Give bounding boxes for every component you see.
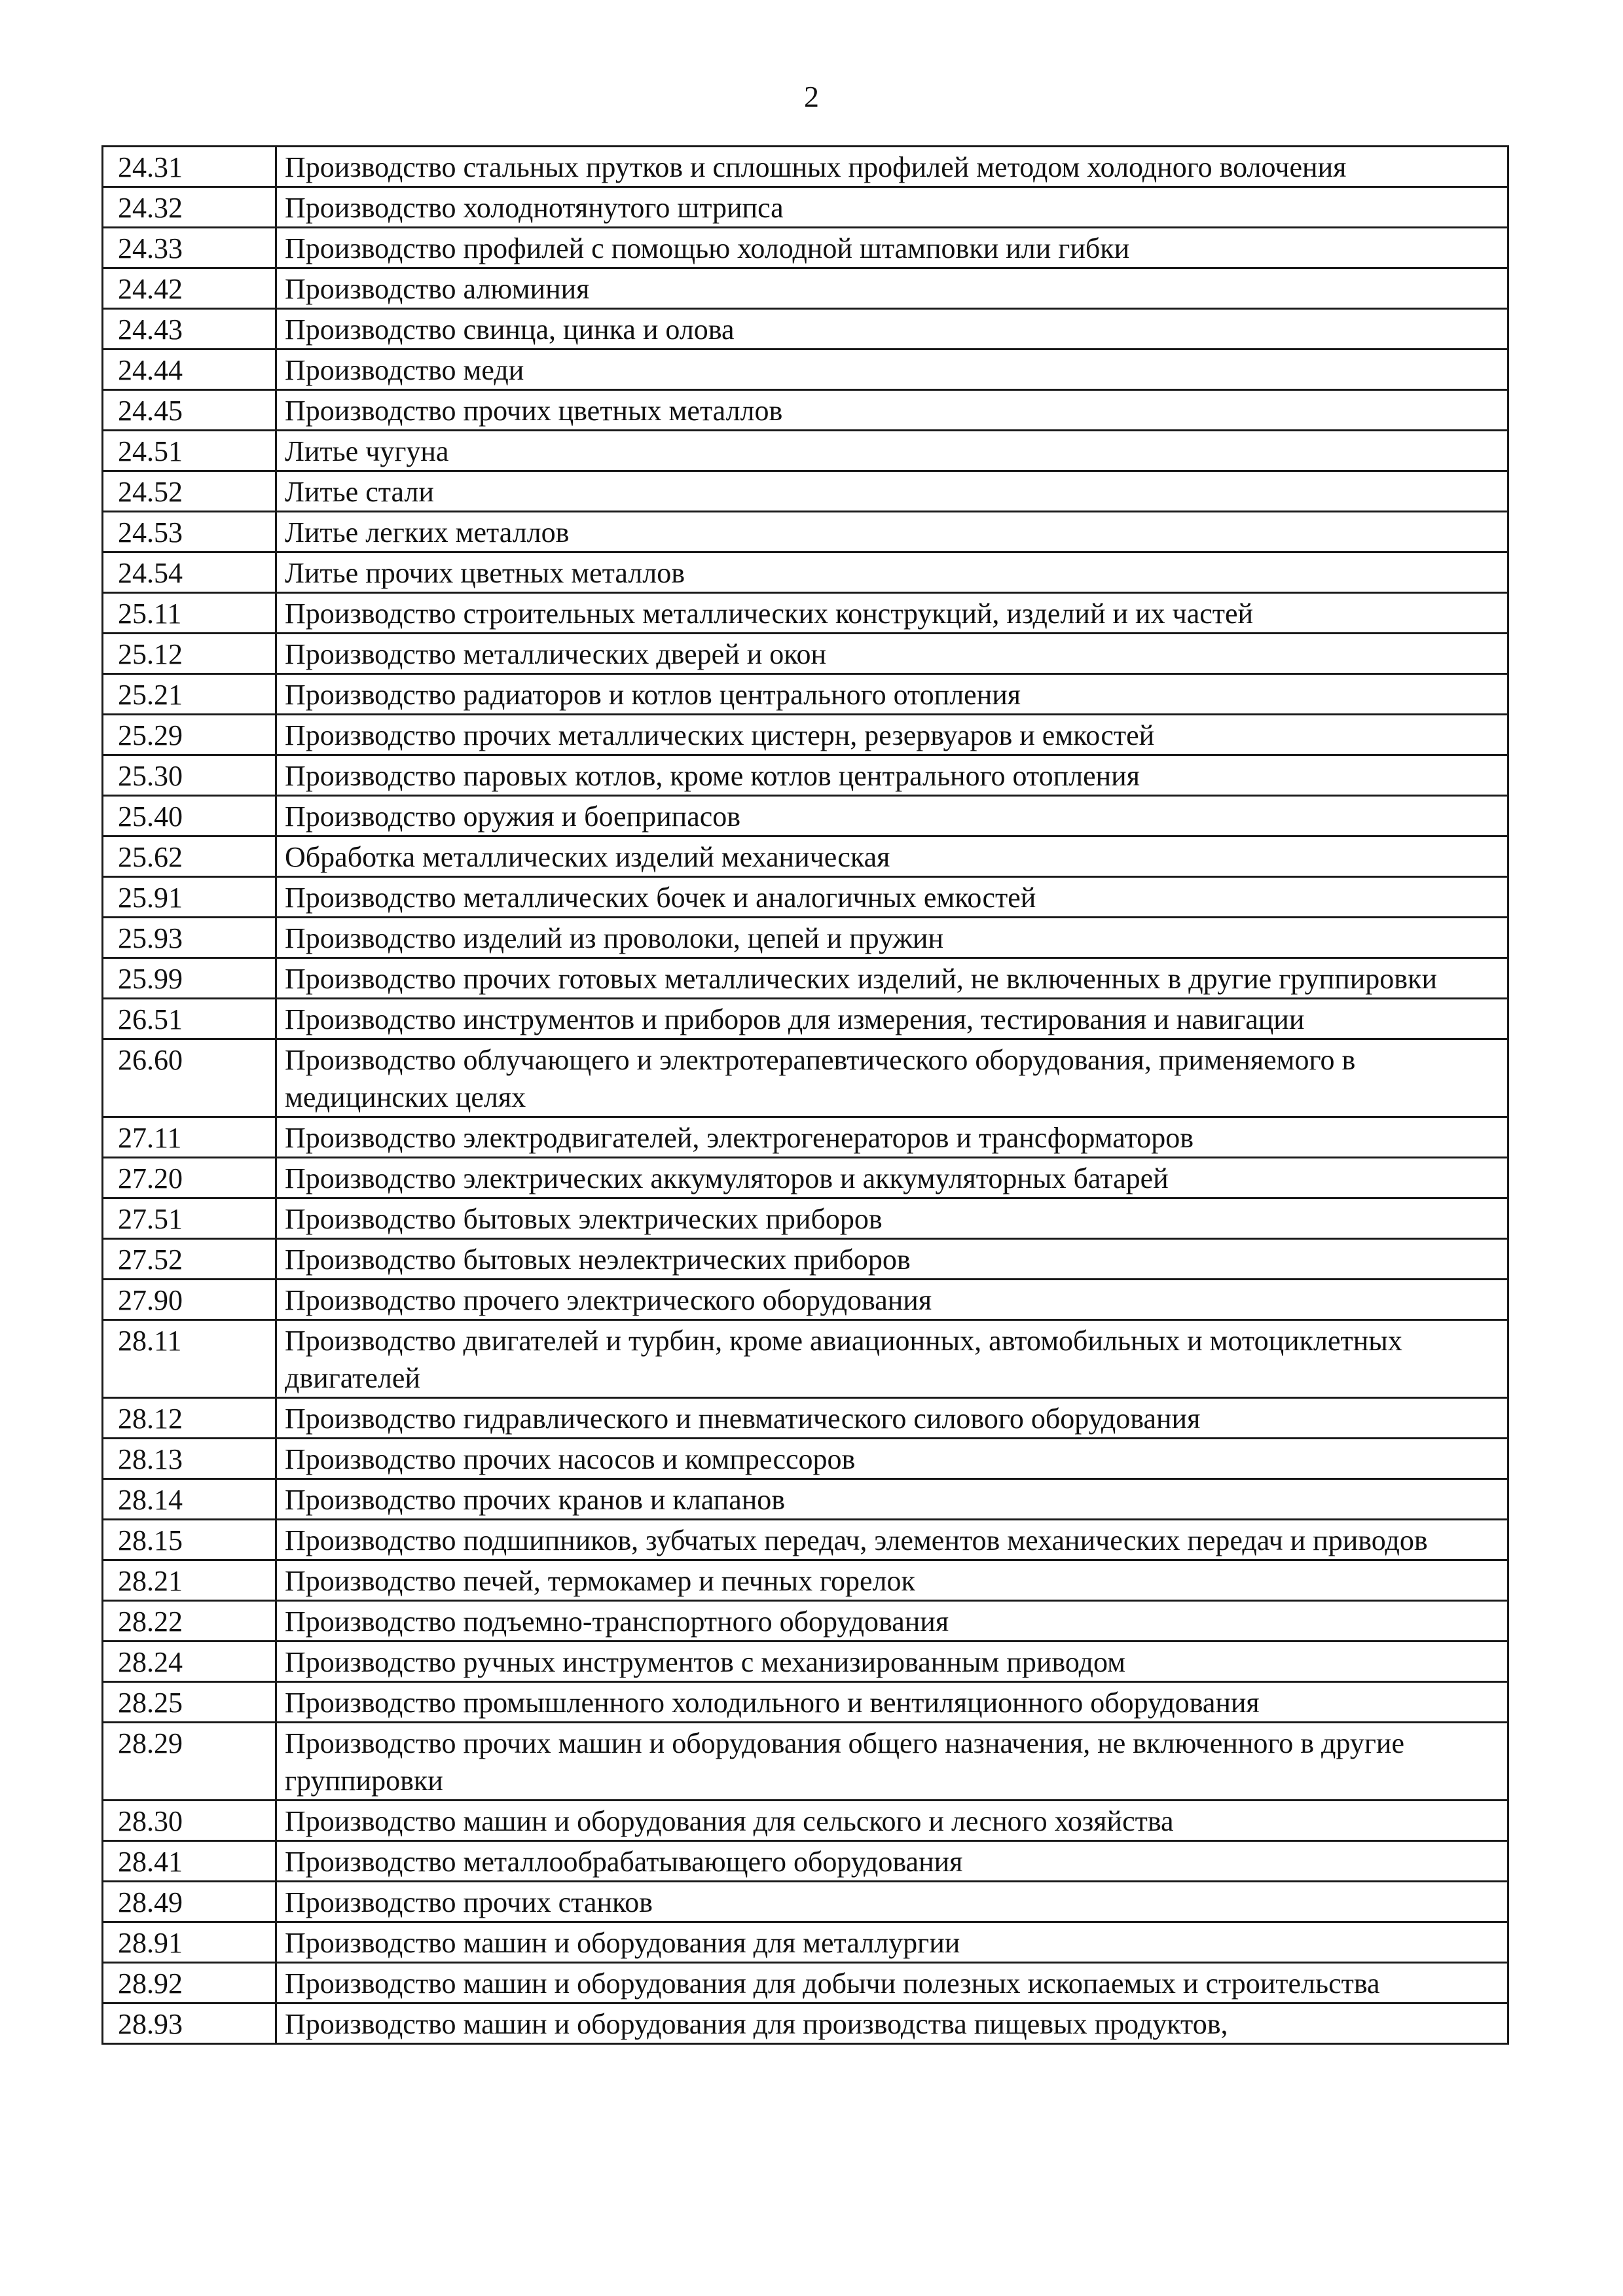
activity-name: Производство радиаторов и котлов центрального отопления [276, 674, 1508, 715]
activity-name: Производство прочих насосов и компрессоров [276, 1439, 1508, 1479]
activity-name: Производство промышленного холодильного и вентиляционного оборудования [276, 1682, 1508, 1723]
activity-name: Производство строительных металлических конструкций, изделий и их частей [276, 593, 1508, 634]
activity-code: 28.29 [103, 1723, 276, 1801]
activity-name: Производство металлических дверей и окон [276, 634, 1508, 674]
activity-code: 28.92 [103, 1963, 276, 2003]
table-row [103, 1479, 1508, 1520]
activity-code: 27.51 [103, 1198, 276, 1239]
activity-code: 26.51 [103, 999, 276, 1039]
activity-name: Производство прочих металлических цистерн, резервуаров и емкостей [276, 715, 1508, 755]
table-row [103, 2003, 1508, 2044]
table-row [103, 999, 1508, 1039]
activity-name: Производство облучающего и электротерапевтического оборудования, применяемого в медицинских целях [276, 1039, 1508, 1117]
activity-name: Производство металлообрабатывающего оборудования [276, 1841, 1508, 1882]
activity-code: 28.49 [103, 1882, 276, 1922]
table-row [103, 958, 1508, 999]
table-row [103, 1682, 1508, 1723]
table-row [103, 1841, 1508, 1882]
activity-code: 28.11 [103, 1320, 276, 1398]
activity-name: Производство свинца, цинка и олова [276, 309, 1508, 350]
activity-code: 24.32 [103, 187, 276, 228]
activity-name: Производство электрических аккумуляторов и аккумуляторных батарей [276, 1158, 1508, 1198]
activity-code: 28.13 [103, 1439, 276, 1479]
activity-code: 25.62 [103, 836, 276, 877]
activity-code: 28.22 [103, 1601, 276, 1641]
activity-name: Производство меди [276, 350, 1508, 390]
activity-name: Производство подшипников, зубчатых передач, элементов механических передач и приводов [276, 1520, 1508, 1560]
okved-table-body [103, 147, 1508, 2044]
activity-name: Производство оружия и боеприпасов [276, 796, 1508, 836]
activity-name: Литье прочих цветных металлов [276, 552, 1508, 593]
activity-name: Производство бытовых электрических приборов [276, 1198, 1508, 1239]
table-row [103, 715, 1508, 755]
activity-name: Производство прочих кранов и клапанов [276, 1479, 1508, 1520]
activity-code: 26.60 [103, 1039, 276, 1117]
activity-name: Производство прочих цветных металлов [276, 390, 1508, 431]
activity-code: 24.44 [103, 350, 276, 390]
table-row [103, 1439, 1508, 1479]
table-row [103, 390, 1508, 431]
activity-code: 27.11 [103, 1117, 276, 1158]
table-row [103, 1601, 1508, 1641]
activity-name: Литье стали [276, 471, 1508, 512]
table-row [103, 1280, 1508, 1320]
activity-code: 27.90 [103, 1280, 276, 1320]
activity-name: Литье чугуна [276, 431, 1508, 471]
table-row [103, 350, 1508, 390]
table-row [103, 552, 1508, 593]
activity-name: Производство металлических бочек и аналогичных емкостей [276, 877, 1508, 918]
table-row [103, 796, 1508, 836]
activity-code: 28.24 [103, 1641, 276, 1682]
activity-name: Производство алюминия [276, 268, 1508, 309]
activity-code: 28.41 [103, 1841, 276, 1882]
activity-code: 25.12 [103, 634, 276, 674]
table-row [103, 1117, 1508, 1158]
okved-table [101, 145, 1509, 2045]
table-row [103, 431, 1508, 471]
activity-name: Производство прочих машин и оборудования общего назначения, не включенного в другие группировки [276, 1723, 1508, 1801]
activity-code: 24.43 [103, 309, 276, 350]
table-row [103, 1922, 1508, 1963]
table-row [103, 593, 1508, 634]
activity-code: 28.15 [103, 1520, 276, 1560]
activity-name: Производство машин и оборудования для производства пищевых продуктов, [276, 2003, 1508, 2044]
activity-code: 24.51 [103, 431, 276, 471]
activity-code: 25.29 [103, 715, 276, 755]
activity-name: Производство электродвигателей, электрогенераторов и трансформаторов [276, 1117, 1508, 1158]
table-row [103, 1520, 1508, 1560]
table-row [103, 147, 1508, 187]
activity-name: Производство ручных инструментов с механизированным приводом [276, 1641, 1508, 1682]
activity-code: 28.30 [103, 1801, 276, 1841]
table-row [103, 1320, 1508, 1398]
activity-name: Производство инструментов и приборов для измерения, тестирования и навигации [276, 999, 1508, 1039]
table-row [103, 877, 1508, 918]
activity-name: Производство машин и оборудования для сельского и лесного хозяйства [276, 1801, 1508, 1841]
activity-name: Производство паровых котлов, кроме котлов центрального отопления [276, 755, 1508, 796]
activity-name: Обработка металлических изделий механическая [276, 836, 1508, 877]
table-row [103, 1723, 1508, 1801]
table-row [103, 674, 1508, 715]
table-row [103, 1882, 1508, 1922]
activity-name: Производство бытовых неэлектрических приборов [276, 1239, 1508, 1280]
activity-name: Производство изделий из проволоки, цепей и пружин [276, 918, 1508, 958]
activity-code: 25.91 [103, 877, 276, 918]
table-row [103, 268, 1508, 309]
activity-name: Производство машин и оборудования для добычи полезных ископаемых и строительства [276, 1963, 1508, 2003]
table-row [103, 187, 1508, 228]
activity-code: 27.52 [103, 1239, 276, 1280]
table-row [103, 1158, 1508, 1198]
activity-code: 28.21 [103, 1560, 276, 1601]
activity-code: 24.31 [103, 147, 276, 187]
activity-name: Производство гидравлического и пневматического силового оборудования [276, 1398, 1508, 1439]
activity-name: Производство профилей с помощью холодной штамповки или гибки [276, 228, 1508, 268]
table-row [103, 1641, 1508, 1682]
activity-code: 24.53 [103, 512, 276, 552]
table-row [103, 512, 1508, 552]
activity-code: 24.42 [103, 268, 276, 309]
table-row [103, 1039, 1508, 1117]
activity-code: 27.20 [103, 1158, 276, 1198]
activity-name: Производство печей, термокамер и печных горелок [276, 1560, 1508, 1601]
activity-name: Производство машин и оборудования для металлургии [276, 1922, 1508, 1963]
activity-code: 25.40 [103, 796, 276, 836]
activity-code: 25.30 [103, 755, 276, 796]
activity-code: 28.12 [103, 1398, 276, 1439]
table-row [103, 634, 1508, 674]
activity-name: Производство холоднотянутого штрипса [276, 187, 1508, 228]
activity-name: Производство прочего электрического оборудования [276, 1280, 1508, 1320]
activity-code: 28.91 [103, 1922, 276, 1963]
activity-code: 24.33 [103, 228, 276, 268]
table-row [103, 309, 1508, 350]
table-row [103, 471, 1508, 512]
table-row [103, 755, 1508, 796]
table-row [103, 1560, 1508, 1601]
activity-code: 28.14 [103, 1479, 276, 1520]
table-row [103, 228, 1508, 268]
activity-name: Производство прочих готовых металлических изделий, не включенных в другие группировки [276, 958, 1508, 999]
activity-name: Производство стальных прутков и сплошных профилей методом холодного волочения [276, 147, 1508, 187]
table-row [103, 1398, 1508, 1439]
activity-code: 25.11 [103, 593, 276, 634]
table-row [103, 918, 1508, 958]
table-row [103, 1801, 1508, 1841]
activity-name: Производство двигателей и турбин, кроме авиационных, автомобильных и мотоциклетных двигателей [276, 1320, 1508, 1398]
activity-code: 28.93 [103, 2003, 276, 2044]
table-row [103, 1963, 1508, 2003]
table-row [103, 1239, 1508, 1280]
activity-code: 25.21 [103, 674, 276, 715]
activity-code: 28.25 [103, 1682, 276, 1723]
activity-code: 24.54 [103, 552, 276, 593]
activity-code: 24.52 [103, 471, 276, 512]
table-row [103, 1198, 1508, 1239]
activity-name: Производство подъемно-транспортного оборудования [276, 1601, 1508, 1641]
activity-code: 25.99 [103, 958, 276, 999]
page-number: 2 [804, 80, 819, 113]
activity-code: 24.45 [103, 390, 276, 431]
table-row [103, 836, 1508, 877]
activity-code: 25.93 [103, 918, 276, 958]
activity-name: Литье легких металлов [276, 512, 1508, 552]
activity-name: Производство прочих станков [276, 1882, 1508, 1922]
